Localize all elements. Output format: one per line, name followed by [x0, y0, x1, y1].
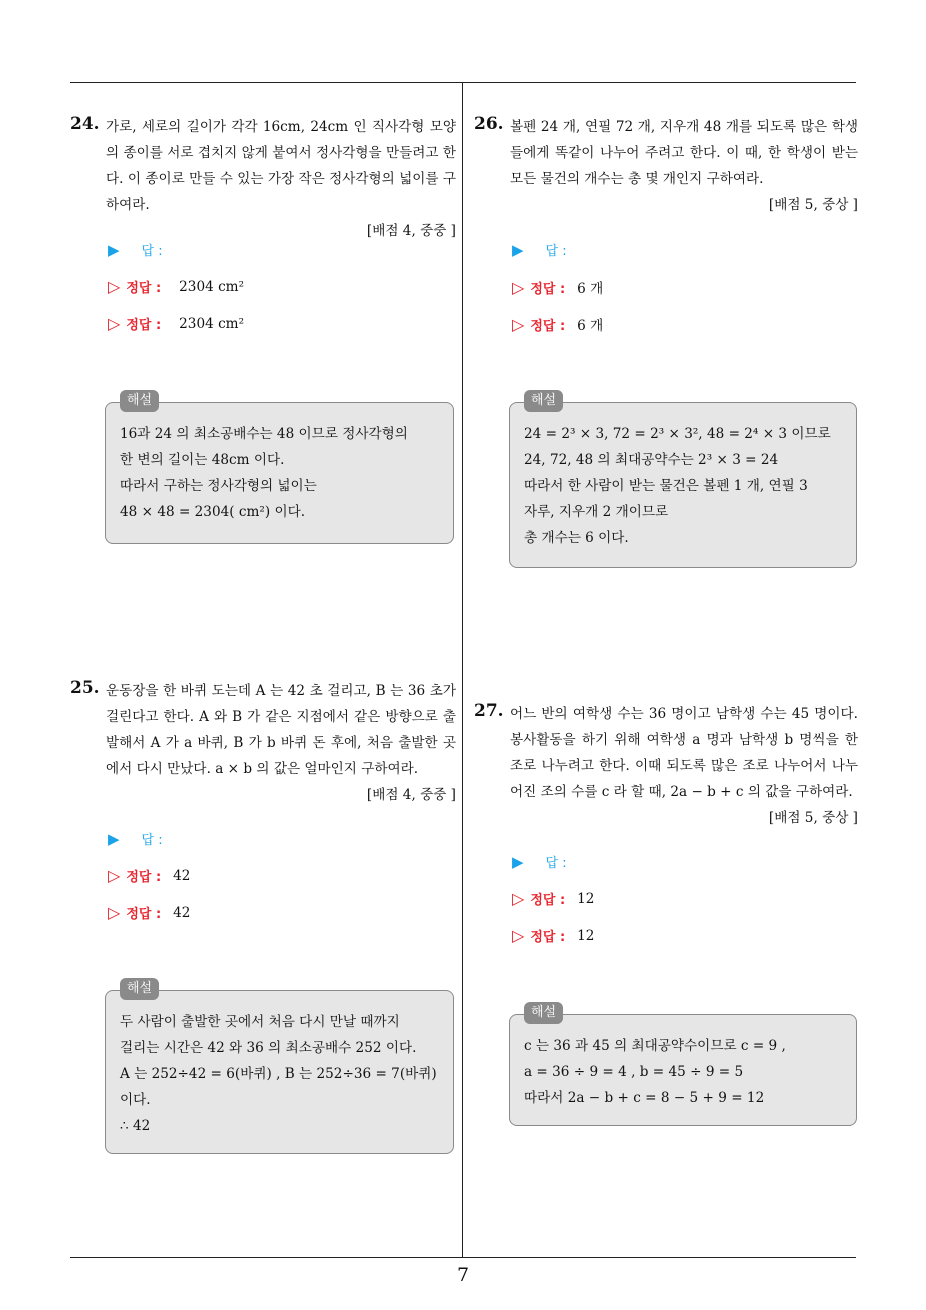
solution-line: a = 36 ÷ 9 = 4 , b = 45 ÷ 9 = 5 [524, 1064, 744, 1080]
solution-box [509, 393, 857, 568]
solution-line: 48 × 48 = 2304( cm²) 이다. [120, 504, 306, 520]
problem-points: [배점 4, 중중 ] [366, 787, 456, 803]
correct-label: 정답 : [530, 893, 566, 908]
play-triangle-icon: ▶ [108, 240, 120, 259]
solution-line: 두 사람이 출발한 곳에서 처음 다시 만날 때까지 [120, 1014, 400, 1030]
correct-label: 정답 : [530, 318, 566, 334]
problem-text [510, 701, 858, 826]
problem-27 [474, 701, 858, 831]
solution-line: 24, 72, 48 의 최대공약수는 2³ × 3 = 24 [524, 452, 779, 468]
answer-label: 답 : [141, 833, 163, 848]
correct-answer-row [108, 314, 244, 333]
correct-answer-value: 42 [173, 904, 191, 921]
solution-line: 따라서 한 사람이 받는 물건은 볼펜 1 개, 연필 3 [524, 478, 808, 494]
answer-row [512, 240, 567, 259]
correct-answer-row [512, 277, 603, 297]
correct-answer-value: 42 [173, 867, 191, 884]
answer-label: 답 : [545, 244, 567, 259]
solution-tag: 해설 [120, 978, 159, 1000]
solution-line: 한 변의 길이는 48cm 이다. [120, 452, 285, 468]
problem-number: 24. [70, 114, 100, 134]
correct-label: 정답 : [530, 281, 566, 297]
solution-line: ∴ 42 [120, 1118, 151, 1134]
solution-line: 걸리는 시간은 42 와 36 의 최소공배수 252 이다. [120, 1040, 417, 1056]
problem-25 [70, 678, 456, 808]
outline-triangle-icon: ▷ [108, 277, 121, 296]
solution-line: 24 = 2³ × 3, 72 = 2³ × 3², 48 = 2⁴ × 3 이므로 [524, 426, 831, 442]
outline-triangle-icon: ▷ [512, 277, 525, 297]
correct-answer-value: 6 개 [577, 281, 604, 297]
solution-line: 따라서 구하는 정사각형의 넓이는 [120, 478, 317, 494]
problem-text [510, 114, 858, 192]
answer-row [108, 240, 163, 259]
problem-number: 25. [70, 678, 100, 698]
solution-line: A 는 252÷42 = 6(바퀴) , B 는 252÷36 = 7(바퀴) [120, 1066, 437, 1082]
correct-answer-row [512, 926, 594, 945]
correct-answer-value: 6 개 [577, 318, 604, 334]
correct-label: 정답 : [126, 870, 162, 885]
problem-points: [배점 5, 중상 ] [768, 810, 858, 826]
solution-line: 총 개수는 6 이다. [524, 530, 629, 546]
problem-26 [474, 114, 858, 218]
solution-line: c 는 36 과 45 의 최대공약수이므로 c = 9 , [524, 1038, 786, 1054]
outline-triangle-icon: ▷ [108, 314, 121, 333]
page-number: 7 [456, 1264, 470, 1286]
answer-label: 답 : [141, 244, 163, 259]
correct-answer-value: 2304 cm² [179, 315, 245, 332]
solution-tag: 해설 [120, 390, 159, 412]
solution-line: 16과 24 의 최소공배수는 48 이므로 정사각형의 [120, 426, 408, 442]
correct-answer-value: 12 [577, 927, 595, 944]
correct-label: 정답 : [126, 907, 162, 922]
play-triangle-icon: ▶ [512, 852, 524, 871]
problem-text [106, 114, 456, 218]
bottom-rule [70, 1257, 856, 1258]
answer-row [108, 829, 163, 848]
problem-24 [70, 114, 456, 244]
correct-answer-value: 2304 cm² [179, 278, 245, 295]
problem-points: [배점 4, 중중 ] [366, 223, 456, 239]
solution-box [105, 393, 454, 544]
play-triangle-icon: ▶ [108, 829, 120, 848]
correct-answer-row [512, 314, 603, 334]
answer-label: 답 : [545, 856, 567, 871]
answer-row [512, 852, 567, 871]
outline-triangle-icon: ▷ [512, 926, 525, 945]
solution-box [105, 981, 454, 1154]
correct-answer-row [108, 866, 190, 885]
problem-statement: 운동장을 한 바퀴 도는데 A 는 42 초 걸리고, B 는 36 초가 걸린다고 한다. A 와 B 가 같은 지점에서 같은 방향으로 출발해서 A 가 a 바퀴, B 가 b 바퀴 돈 후에, 처음 출발한 곳에서 다시 만났다. a × b 의 값은 얼마인지 구하여라. [106, 683, 456, 777]
solution-tag: 해설 [524, 390, 563, 412]
problem-statement: 어느 반의 여학생 수는 36 명이고 남학생 수는 45 명이다. 봉사활동을 하기 위해 여학생 a 명과 남학생 b 명씩을 한 조로 나누려고 한다. 이때 되도록 많은 조로 나누어서 나누어진 조의 수를 c 라 할 때, 2a − b + c 의 값을 구하여라. [510, 706, 858, 800]
problem-number: 27. [474, 701, 504, 721]
problem-statement: 가로, 세로의 길이가 각각 16cm, 24cm 인 직사각형 모양의 종이를 서로 겹치지 않게 붙여서 정사각형을 만들려고 한다. 이 종이로 만들 수 있는 가장 작은 정사각형의 넓이를 구하여라. [106, 119, 456, 213]
solution-tag: 해설 [524, 1002, 563, 1024]
outline-triangle-icon: ▷ [512, 314, 525, 334]
correct-answer-row [108, 277, 244, 296]
solution-line: 이다. [120, 1092, 151, 1108]
outline-triangle-icon: ▷ [108, 866, 121, 885]
solution-box [509, 1005, 857, 1126]
outline-triangle-icon: ▷ [108, 903, 121, 922]
correct-answer-value: 12 [577, 890, 595, 907]
problem-text [106, 678, 456, 803]
problem-points: [배점 5, 중상 ] [768, 197, 858, 213]
correct-label: 정답 : [126, 318, 162, 333]
correct-answer-row [512, 889, 594, 908]
play-triangle-icon: ▶ [512, 240, 524, 259]
correct-answer-row [108, 903, 190, 922]
correct-label: 정답 : [530, 930, 566, 945]
top-rule [70, 82, 856, 83]
outline-triangle-icon: ▷ [512, 889, 525, 908]
problem-statement: 볼펜 24 개, 연필 72 개, 지우개 48 개를 되도록 많은 학생들에게 똑같이 나누어 주려고 한다. 이 때, 한 학생이 받는 모든 물건의 개수는 총 몇 개인지 구하여라. [510, 119, 858, 187]
solution-line: 따라서 2a − b + c = 8 − 5 + 9 = 12 [524, 1090, 765, 1106]
correct-label: 정답 : [126, 281, 162, 296]
solution-line: 자루, 지우개 2 개이므로 [524, 504, 669, 520]
problem-number: 26. [474, 114, 504, 134]
column-divider [462, 82, 463, 1257]
